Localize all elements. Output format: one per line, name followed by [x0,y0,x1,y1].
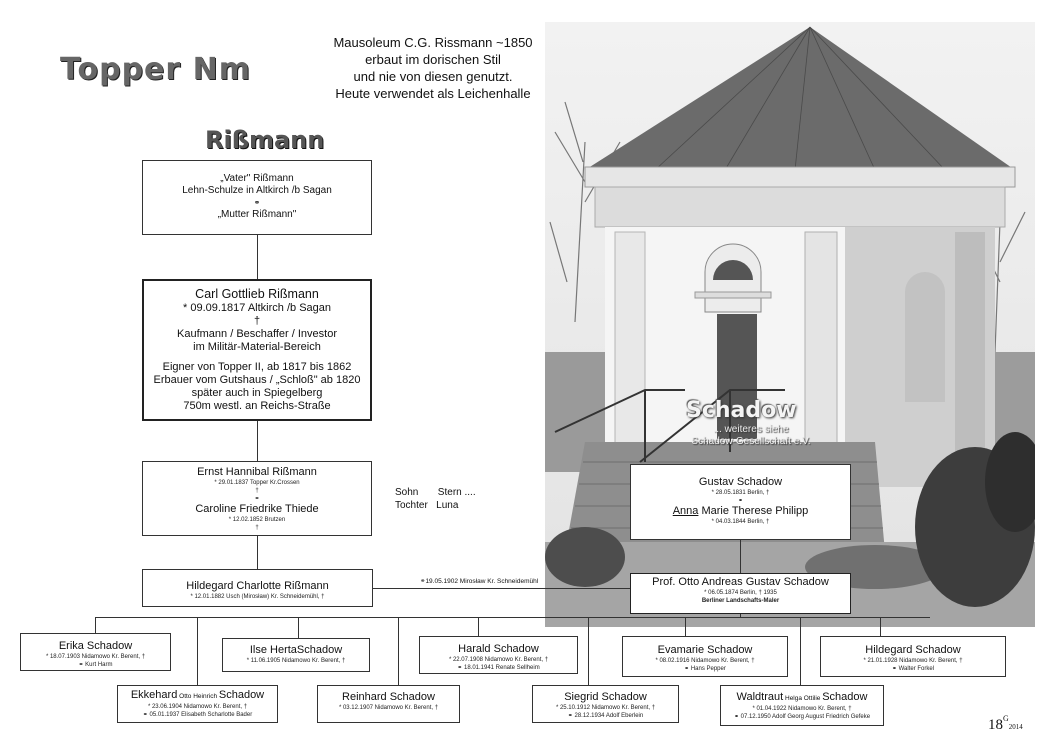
child-middlename: Otto Heinrich [177,693,219,700]
gustav-box [630,464,851,540]
child-spouse: ⚭ 18.01.1941 Renate Sellheim [457,665,540,671]
father-title: Lehn-Schulze in Altkirch /b Sagan [182,185,332,196]
otto-name: Prof. Otto Andreas Gustav Schadow [652,576,829,588]
child-spouse: ⚭ Kurt Harm [78,662,113,668]
child-harald-box [419,636,578,674]
page-year: 2014 [1008,723,1023,731]
child-name [721,691,883,705]
parents-box [142,160,372,235]
child-firstname: Ekkehard [130,689,178,701]
child-born: * 23.06.1904 Nidamowo Kr. Berent, † [147,704,248,710]
otto-job: Berliner Landschafts-Maler [701,598,780,604]
child-erika-box [20,633,171,671]
child-hildegard-box [820,636,1006,677]
family-title: Rißmann [205,126,325,154]
anna-first: Anna [672,505,699,517]
marriage-symbol: ⚭ [254,496,260,502]
carl-job: Kaufmann / Beschaffer / Investor [177,328,337,340]
connector-line [740,540,741,573]
place-title: Topper Nm [60,52,251,87]
child-reinhard-box [317,685,460,723]
caroline-died: † [255,525,259,531]
connector-line [298,617,299,638]
child-spouse: ⚭ 28.12.1934 Adolf Eberlein [567,713,644,719]
carl-name: Carl Gottlieb Rißmann [195,287,319,301]
child-born: * 22.07.1908 Nidamowo Kr. Berent, † [448,657,549,663]
carl-died: † [253,315,261,327]
schadow-label: Schadow [686,398,797,423]
carl-info: 750m westl. an Reichs-Straße [183,400,331,412]
child-name: Evamarie Schadow [657,644,753,656]
connector-line [588,617,589,685]
child-born: * 21.01.1928 Nidamowo Kr. Berent, † [863,658,963,664]
marriage-note: ⚭19.05.1902 Mirosław Kr. Schneidemühl [420,578,539,585]
father-name: „Vater" Rißmann [220,173,294,184]
caption-line: Mausoleum C.G. Rissmann ~1850 [333,35,533,50]
child-middlename: Helga Ottilie [783,695,823,702]
marriage-symbol: ⚭ [253,198,261,207]
schadow-sub-line: Schadow-Gesellschaft e.V. [691,436,811,447]
connector-line [800,617,801,685]
carl-job: im Militär-Material-Bereich [193,341,321,353]
anna-born: * 04.03.1844 Berlin, † [711,519,770,525]
child-name: Siegrid Schadow [564,691,647,703]
page-num: 18 [988,717,1003,733]
hildegard-rissmann-born: * 12.01.1882 Usch (Mirosław) Kr. Schneidemühl, † [190,594,325,600]
child-name [118,689,277,703]
child-surname: Schadow [218,689,265,701]
connector-line [685,617,686,636]
note-line: Tochter Luna [395,500,459,511]
child-name: Reinhard Schadow [342,691,435,703]
caption-line: und nie von diesen genutzt. [353,69,513,84]
connector-line [740,614,741,618]
child-spouse: ⚭ Walter Forkel [891,666,935,672]
child-born: * 03.12.1907 Nidamowo Kr. Berent, † [338,705,439,711]
child-surname: Schadow [822,691,868,703]
connector-line [478,617,479,636]
ernst-died: † [255,488,259,494]
connector-line [880,617,881,636]
child-born: * 01.04.1922 Nidamowo Kr. Berent, † [752,706,852,712]
child-evamarie-box [622,636,788,677]
connector-line [257,421,258,461]
carl-box [142,279,372,421]
connector-line [95,617,930,618]
child-born: * 08.02.1916 Nidamowo Kr. Berent, † [655,658,755,664]
child-born: * 18.07.1903 Nidamowo Kr. Berent, † [45,654,146,660]
connector-line [95,617,96,633]
child-name: Ilse HertaSchadow [249,644,343,656]
caroline-born: * 12.02.1852 Brutzen [228,517,286,523]
mausoleum-caption [318,34,548,102]
schadow-sub-line: ... weiteres siehe [713,424,789,435]
ernst-box [142,461,372,536]
note-line: Sohn Stern .... [395,487,476,498]
child-spouse: ⚭ Hans Pepper [684,666,726,672]
child-waldtraut-box [720,685,884,726]
gustav-born: * 28.05.1831 Berlin, † [711,490,770,496]
otto-born: * 06.05.1874 Berlin, † 1935 [704,590,777,596]
otto-box [630,573,851,614]
hildegard-rissmann-name: Hildegard Charlotte Rißmann [186,580,329,592]
children-note [395,486,476,512]
child-siegrid-box [532,685,679,723]
child-ilse-box [222,638,370,672]
child-name: Erika Schadow [58,640,133,652]
connector-line [197,617,198,685]
mother-name: „Mutter Rißmann" [217,209,297,220]
carl-born: * 09.09.1817 Altkirch /b Sagan [183,302,331,314]
carl-info: später auch in Spiegelberg [191,387,323,399]
ernst-name: Ernst Hannibal Rißmann [197,466,317,478]
connector-line [373,588,630,589]
connector-line [398,617,399,685]
marriage-symbol: ⚭ [737,498,744,504]
carl-info: Erbauer vom Gutshaus / „Schloß" ab 1820 [153,374,361,386]
anna-name [631,505,850,518]
caption-line: Heute verwendet als Leichenhalle [335,86,531,101]
schadow-sub [676,424,826,448]
child-spouse: ⚭ 05.01.1937 Elisabeth Scharlotte Bader [142,712,253,718]
hildegard-rissmann-box [142,569,373,607]
ernst-born: * 29.01.1837 Topper Kr.Crossen [214,480,300,486]
child-born: * 11.06.1905 Nidamowo Kr. Berent, † [246,658,346,664]
connector-line [257,235,258,279]
page-sup: G [1003,714,1009,723]
gustav-name: Gustav Schadow [698,476,783,488]
caroline-name: Caroline Friedrike Thiede [195,503,319,515]
child-born: * 25.10.1912 Nidamowo Kr. Berent, † [555,705,656,711]
carl-info: Eigner von Topper II, ab 1817 bis 1862 [162,361,352,373]
child-ekkehard-box [117,685,278,723]
child-name: Hildegard Schadow [865,644,961,656]
anna-rest: Marie Therese Philipp [698,505,809,517]
child-name: Harald Schadow [458,643,539,655]
child-firstname: Waldtraut [736,691,784,703]
page-number [988,714,1023,734]
child-spouse: ⚭ 07.12.1950 Adolf Georg August Friedrich Gefeke [733,714,871,720]
caption-line: erbaut im dorischen Stil [365,52,501,67]
connector-line [257,536,258,569]
